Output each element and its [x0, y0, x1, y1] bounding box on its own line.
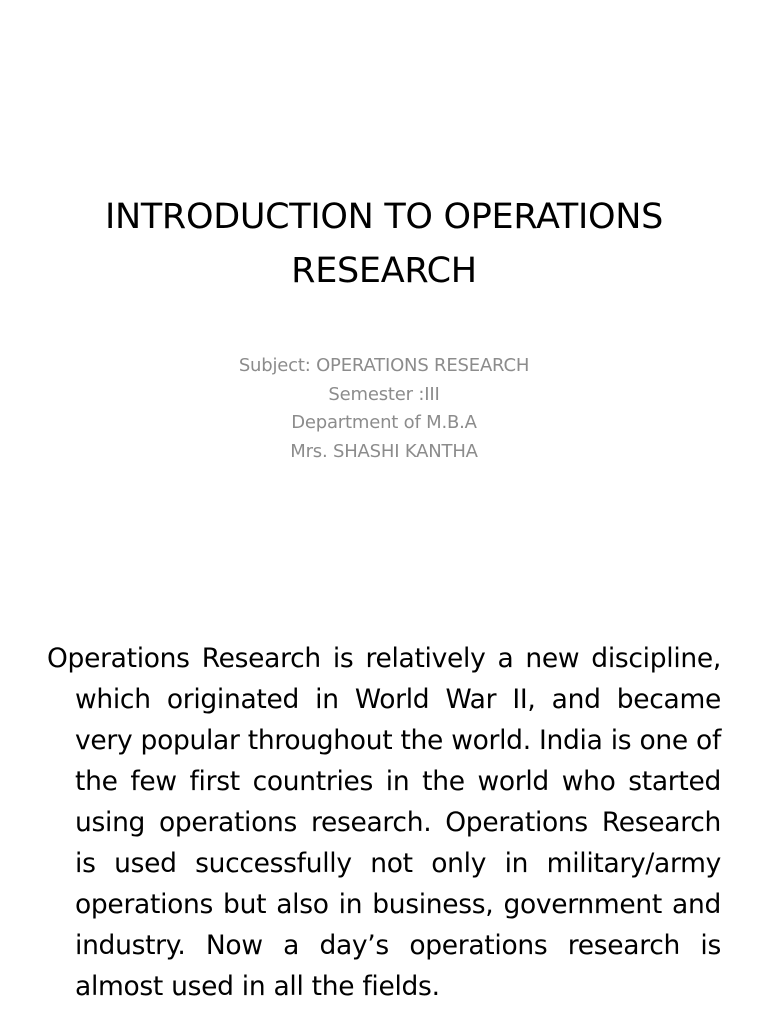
subtitle-author: Mrs. SHASHI KANTHA [290, 440, 478, 462]
slide-subtitle [80, 352, 688, 466]
subtitle-semester: Semester :III [328, 383, 440, 405]
body-paragraph: Operations Research is relatively a new discipline, which originated in World War II, and became very popular throughout the world. India is one of the few first countries in the world who started using operations research. Operations Research is used successfully not only in military/army operations but also in business, government and industry. Now a day’s operations research is almost used in all the fields. [47, 643, 721, 1002]
content-slide [0, 598, 768, 1024]
slide-title: INTRODUCTION TO OPERATIONS RESEARCH [104, 197, 664, 291]
subtitle-department: Department of M.B.A [291, 412, 477, 433]
subtitle-subject: Subject: OPERATIONS RESEARCH [238, 355, 530, 376]
